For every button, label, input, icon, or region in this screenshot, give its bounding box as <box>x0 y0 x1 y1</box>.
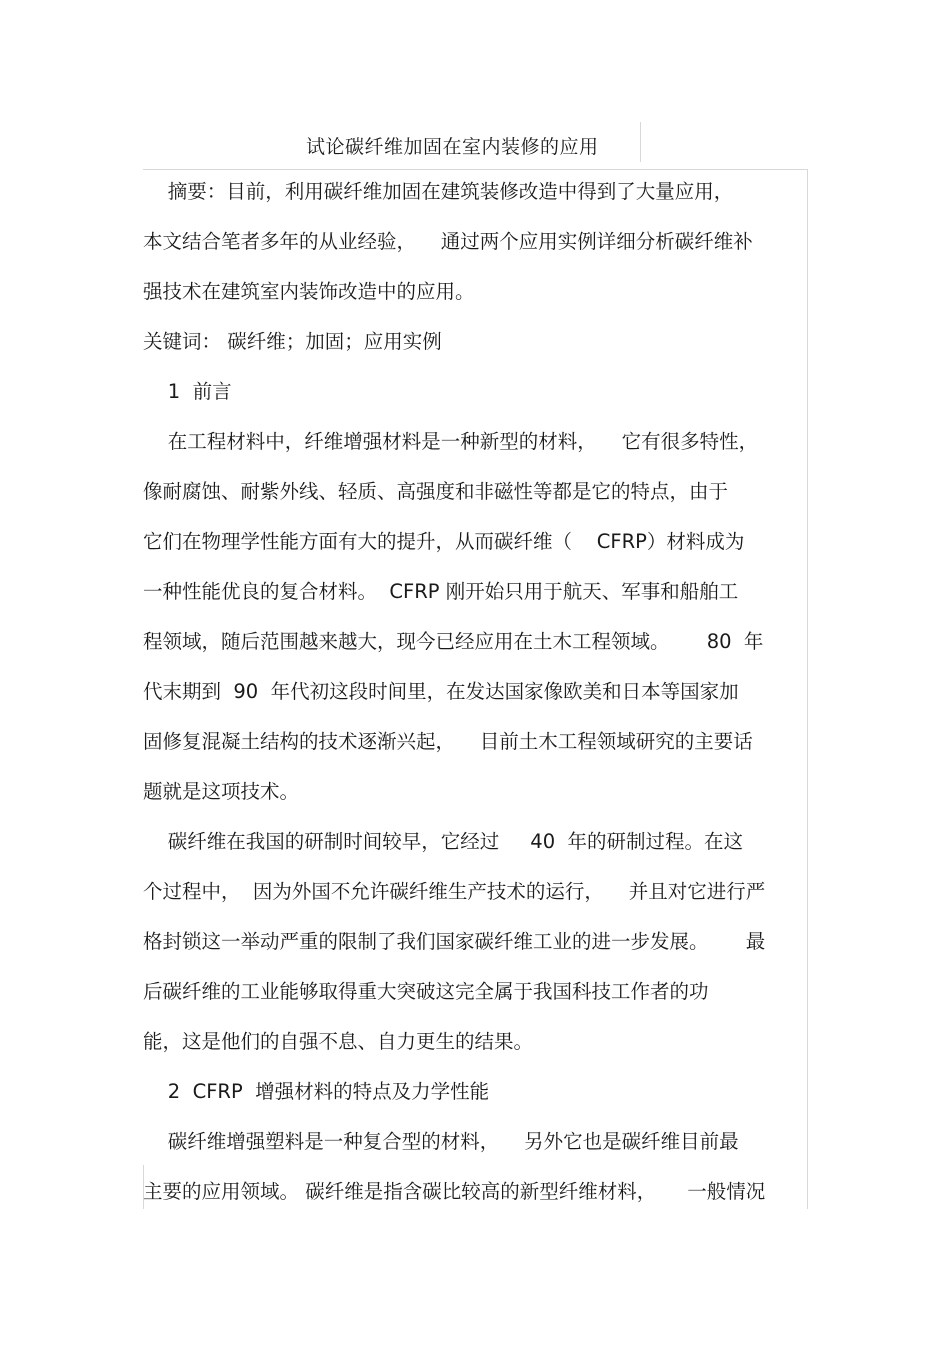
text-line: 它们在物理学性能方面有大的提升，从而碳纤维（ CFRP）材料成为 <box>143 530 745 553</box>
text-line: 2 CFRP 增强材料的特点及力学性能 <box>143 1080 490 1103</box>
text-line: 后碳纤维的工业能够取得重大突破这完全属于我国科技工作者的功 <box>143 980 709 1003</box>
text-line: 碳纤维在我国的研制时间较早，它经过 40 年的研制过程。在这 <box>143 830 743 853</box>
text-line: 强技术在建筑室内装饰改造中的应用。 <box>143 280 475 303</box>
text-line: 像耐腐蚀、耐紫外线、轻质、高强度和非磁性等都是它的特点，由于 <box>143 480 729 503</box>
text-frame-right-line <box>807 169 808 1209</box>
text-frame-top-line <box>143 169 807 170</box>
text-line: 个过程中， 因为外国不允许碳纤维生产技术的运行， 并且对它进行严 <box>143 880 766 903</box>
text-line: 碳纤维增强塑料是一种复合型的材料， 另外它也是碳纤维目前最 <box>143 1130 739 1153</box>
text-line: 代末期到 90 年代初这段时间里，在发达国家像欧美和日本等国家加 <box>143 680 739 703</box>
text-line: 摘要：目前，利用碳纤维加固在建筑装修改造中得到了大量应用， <box>143 180 734 203</box>
right-margin-line-top <box>640 122 641 162</box>
text-line: 关键词： 碳纤维；加固；应用实例 <box>143 330 442 353</box>
text-line: 主要的应用领域。 碳纤维是指含碳比较高的新型纤维材料， 一般情况 <box>143 1180 766 1203</box>
text-line: 能，这是他们的自强不息、自力更生的结果。 <box>143 1030 534 1053</box>
document-title: 试论碳纤维加固在室内装修的应用 <box>306 136 599 158</box>
text-line: 程领域，随后范围越来越大，现今已经应用在土木工程领域。 80 年 <box>143 630 764 653</box>
text-line: 本文结合笔者多年的从业经验， 通过两个应用实例详细分析碳纤维补 <box>143 230 753 253</box>
text-line: 固修复混凝土结构的技术逐渐兴起， 目前土木工程领域研究的主要话 <box>143 730 753 753</box>
text-line: 题就是这项技术。 <box>143 780 300 803</box>
text-line: 1 前言 <box>143 380 232 403</box>
text-line: 一种性能优良的复合材料。 CFRP 刚开始只用于航天、军事和船舶工 <box>143 580 739 603</box>
text-line: 在工程材料中，纤维增强材料是一种新型的材料， 它有很多特性， <box>143 430 759 453</box>
text-line: 格封锁这一举动严重的限制了我们国家碳纤维工业的进一步发展。 最 <box>143 930 766 953</box>
